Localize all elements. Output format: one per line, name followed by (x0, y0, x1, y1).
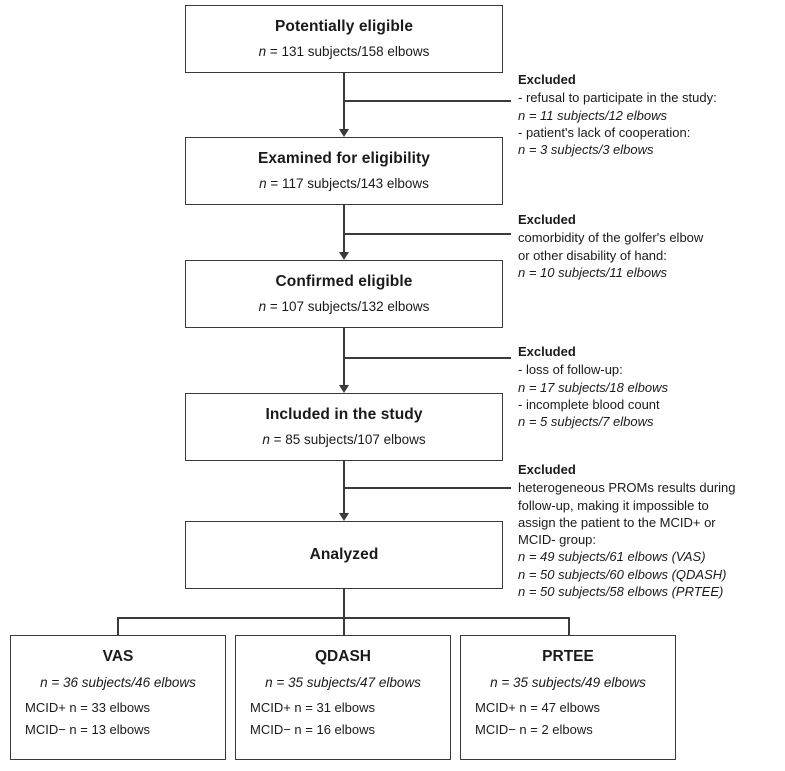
exclusion-line: n = 5 subjects/7 elbows (518, 414, 654, 430)
split-stem (343, 589, 345, 617)
exclusion-line: - incomplete blood count (518, 396, 660, 412)
exclusion-note-4 (518, 461, 776, 600)
outcome-mcid-plus: MCID+ n = 47 elbows (475, 700, 601, 715)
outcome-mcid-plus: MCID+ n = 33 elbows (25, 700, 151, 715)
exclusion-heading: Excluded (518, 344, 576, 359)
outcome-mcid-minus: MCID− n = 2 elbows (475, 722, 593, 737)
exclusion-line: MCID- group: (518, 532, 597, 548)
flow-box-potentially-eligible (185, 5, 503, 73)
n-value: = 85 subjects/107 elbows (269, 432, 426, 448)
outcome-mcid-plus: MCID+ n = 31 elbows (250, 700, 376, 715)
exclusion-branch-2 (343, 233, 511, 235)
n-value: = 107 subjects/132 elbows (266, 299, 430, 315)
flow-box-included-in-the-study (185, 393, 503, 461)
exclusion-line: - loss of follow-up: (518, 362, 623, 378)
flow-box-confirmed-eligible (185, 260, 503, 328)
exclusion-note-2 (518, 211, 773, 281)
flow-box-subtext (259, 175, 429, 193)
exclusion-line: assign the patient to the MCID+ or (518, 514, 716, 530)
exclusion-note-3 (518, 343, 773, 430)
exclusion-branch-3 (343, 357, 511, 359)
exclusion-line: n = 50 subjects/60 elbows (QDASH) (518, 566, 727, 582)
split-leg-left (117, 617, 119, 635)
split-leg-mid (343, 617, 345, 635)
arrow-3 (339, 385, 349, 393)
exclusion-line: or other disability of hand: (518, 247, 667, 263)
arrow-4 (339, 513, 349, 521)
exclusion-line: - patient's lack of cooperation: (518, 124, 691, 140)
arrow-1 (339, 129, 349, 137)
flow-box-analyzed (185, 521, 503, 589)
flow-box-title: Analyzed (309, 546, 379, 564)
outcome-title: QDASH (315, 648, 371, 665)
outcome-mcid-minus: MCID− n = 13 elbows (25, 722, 151, 737)
outcome-subtext: n = 35 subjects/47 elbows (265, 675, 421, 690)
exclusion-line: - refusal to participate in the study: (518, 90, 717, 106)
exclusion-line: heterogeneous PROMs results during (518, 480, 736, 496)
outcome-box-vas (10, 635, 226, 760)
n-value: = 131 subjects/158 elbows (266, 44, 430, 60)
flow-box-subtext (259, 43, 430, 61)
flow-box-subtext (262, 431, 425, 449)
exclusion-line: comorbidity of the golfer's elbow (518, 230, 704, 246)
exclusion-line: n = 49 subjects/61 elbows (VAS) (518, 549, 706, 565)
outcome-title: VAS (102, 648, 134, 665)
outcome-box-prtee (460, 635, 676, 760)
exclusion-branch-4 (343, 487, 511, 489)
flow-box-subtext (259, 298, 430, 316)
flow-box-title: Confirmed eligible (275, 273, 413, 291)
n-symbol: n (259, 176, 267, 192)
exclusion-line: n = 50 subjects/58 elbows (PRTEE) (518, 583, 724, 599)
outcome-mcid-minus: MCID− n = 16 elbows (250, 722, 376, 737)
connector-2 (343, 205, 345, 252)
outcome-subtext: n = 36 subjects/46 elbows (40, 675, 196, 690)
flow-box-title: Included in the study (265, 406, 423, 424)
n-value: = 117 subjects/143 elbows (266, 176, 429, 192)
n-symbol: n (262, 432, 270, 448)
exclusion-heading: Excluded (518, 462, 576, 477)
outcome-box-qdash (235, 635, 451, 760)
exclusion-line: n = 11 subjects/12 elbows (518, 107, 667, 123)
exclusion-heading: Excluded (518, 72, 576, 87)
flow-box-title: Potentially eligible (274, 18, 414, 36)
exclusion-line: n = 17 subjects/18 elbows (518, 379, 668, 395)
exclusion-line: n = 10 subjects/11 elbows (518, 264, 667, 280)
n-symbol: n (258, 44, 267, 60)
outcome-subtext: n = 35 subjects/49 elbows (490, 675, 646, 690)
exclusion-note-1 (518, 71, 773, 158)
exclusion-line: follow-up, making it impossible to (518, 497, 709, 513)
arrow-2 (339, 252, 349, 260)
exclusion-branch-1 (343, 100, 511, 102)
outcome-title: PRTEE (542, 648, 594, 665)
n-symbol: n (258, 299, 267, 315)
flow-box-examined-for-eligibility (185, 137, 503, 205)
exclusion-line: n = 3 subjects/3 elbows (518, 142, 654, 158)
exclusion-heading: Excluded (518, 212, 576, 227)
flow-box-title: Examined for eligibility (257, 150, 431, 168)
split-leg-right (568, 617, 570, 635)
